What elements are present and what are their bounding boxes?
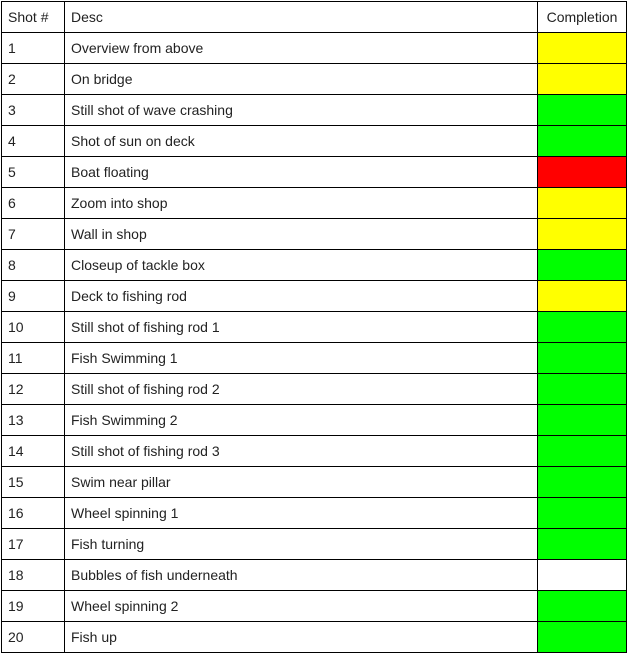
description-cell[interactable]: Boat floating	[65, 157, 538, 188]
description-cell[interactable]: On bridge	[65, 64, 538, 95]
shot-number-cell[interactable]: 7	[2, 219, 65, 250]
shot-number-cell[interactable]: 3	[2, 95, 65, 126]
table-row	[2, 591, 627, 622]
table-row	[2, 95, 627, 126]
completion-status-cell[interactable]	[538, 126, 627, 157]
completion-status-cell[interactable]	[538, 312, 627, 343]
table-row	[2, 467, 627, 498]
completion-status-cell[interactable]	[538, 622, 627, 653]
table-row	[2, 343, 627, 374]
shot-number-cell[interactable]: 5	[2, 157, 65, 188]
shot-number-cell[interactable]: 16	[2, 498, 65, 529]
shot-number-cell[interactable]: 14	[2, 436, 65, 467]
description-cell[interactable]: Wheel spinning 1	[65, 498, 538, 529]
header-completion[interactable]: Completion	[538, 2, 627, 33]
description-cell[interactable]: Still shot of fishing rod 1	[65, 312, 538, 343]
description-cell[interactable]: Fish Swimming 2	[65, 405, 538, 436]
description-cell[interactable]: Swim near pillar	[65, 467, 538, 498]
table-row	[2, 64, 627, 95]
shot-number-cell[interactable]: 19	[2, 591, 65, 622]
completion-status-cell[interactable]	[538, 467, 627, 498]
description-cell[interactable]: Bubbles of fish underneath	[65, 560, 538, 591]
shot-list-table	[1, 1, 627, 653]
completion-status-cell[interactable]	[538, 436, 627, 467]
completion-status-cell[interactable]	[538, 95, 627, 126]
table-row	[2, 560, 627, 591]
description-cell[interactable]: Fish up	[65, 622, 538, 653]
completion-status-cell[interactable]	[538, 188, 627, 219]
completion-status-cell[interactable]	[538, 560, 627, 591]
completion-status-cell[interactable]	[538, 219, 627, 250]
completion-status-cell[interactable]	[538, 529, 627, 560]
shot-number-cell[interactable]: 15	[2, 467, 65, 498]
shot-number-cell[interactable]: 8	[2, 250, 65, 281]
shot-number-cell[interactable]: 20	[2, 622, 65, 653]
description-cell[interactable]: Still shot of wave crashing	[65, 95, 538, 126]
completion-status-cell[interactable]	[538, 64, 627, 95]
header-description[interactable]: Desc	[65, 2, 538, 33]
completion-status-cell[interactable]	[538, 374, 627, 405]
header-shot-number[interactable]: Shot #	[2, 2, 65, 33]
description-cell[interactable]: Zoom into shop	[65, 188, 538, 219]
description-cell[interactable]: Wall in shop	[65, 219, 538, 250]
shot-number-cell[interactable]: 1	[2, 33, 65, 64]
table-row	[2, 281, 627, 312]
completion-status-cell[interactable]	[538, 591, 627, 622]
shot-number-cell[interactable]: 2	[2, 64, 65, 95]
description-cell[interactable]: Still shot of fishing rod 3	[65, 436, 538, 467]
description-cell[interactable]: Wheel spinning 2	[65, 591, 538, 622]
description-cell[interactable]: Shot of sun on deck	[65, 126, 538, 157]
description-cell[interactable]: Fish turning	[65, 529, 538, 560]
description-cell[interactable]: Fish Swimming 1	[65, 343, 538, 374]
description-cell[interactable]: Closeup of tackle box	[65, 250, 538, 281]
header-row	[2, 2, 627, 33]
shot-number-cell[interactable]: 18	[2, 560, 65, 591]
table-row	[2, 33, 627, 64]
shot-number-cell[interactable]: 9	[2, 281, 65, 312]
description-cell[interactable]: Deck to fishing rod	[65, 281, 538, 312]
table-row	[2, 529, 627, 560]
table-row	[2, 312, 627, 343]
table-row	[2, 374, 627, 405]
shot-number-cell[interactable]: 11	[2, 343, 65, 374]
description-cell[interactable]: Still shot of fishing rod 2	[65, 374, 538, 405]
shot-number-cell[interactable]: 13	[2, 405, 65, 436]
completion-status-cell[interactable]	[538, 250, 627, 281]
completion-status-cell[interactable]	[538, 343, 627, 374]
completion-status-cell[interactable]	[538, 33, 627, 64]
table-row	[2, 157, 627, 188]
table-row	[2, 188, 627, 219]
shot-number-cell[interactable]: 4	[2, 126, 65, 157]
table-row	[2, 126, 627, 157]
shot-number-cell[interactable]: 10	[2, 312, 65, 343]
completion-status-cell[interactable]	[538, 405, 627, 436]
completion-status-cell[interactable]	[538, 281, 627, 312]
completion-status-cell[interactable]	[538, 157, 627, 188]
table-row	[2, 250, 627, 281]
table-row	[2, 219, 627, 250]
completion-status-cell[interactable]	[538, 498, 627, 529]
shot-rows	[2, 33, 627, 653]
table-row	[2, 622, 627, 653]
shot-number-cell[interactable]: 12	[2, 374, 65, 405]
table-row	[2, 436, 627, 467]
shot-number-cell[interactable]: 6	[2, 188, 65, 219]
table-row	[2, 498, 627, 529]
description-cell[interactable]: Overview from above	[65, 33, 538, 64]
table-row	[2, 405, 627, 436]
shot-number-cell[interactable]: 17	[2, 529, 65, 560]
